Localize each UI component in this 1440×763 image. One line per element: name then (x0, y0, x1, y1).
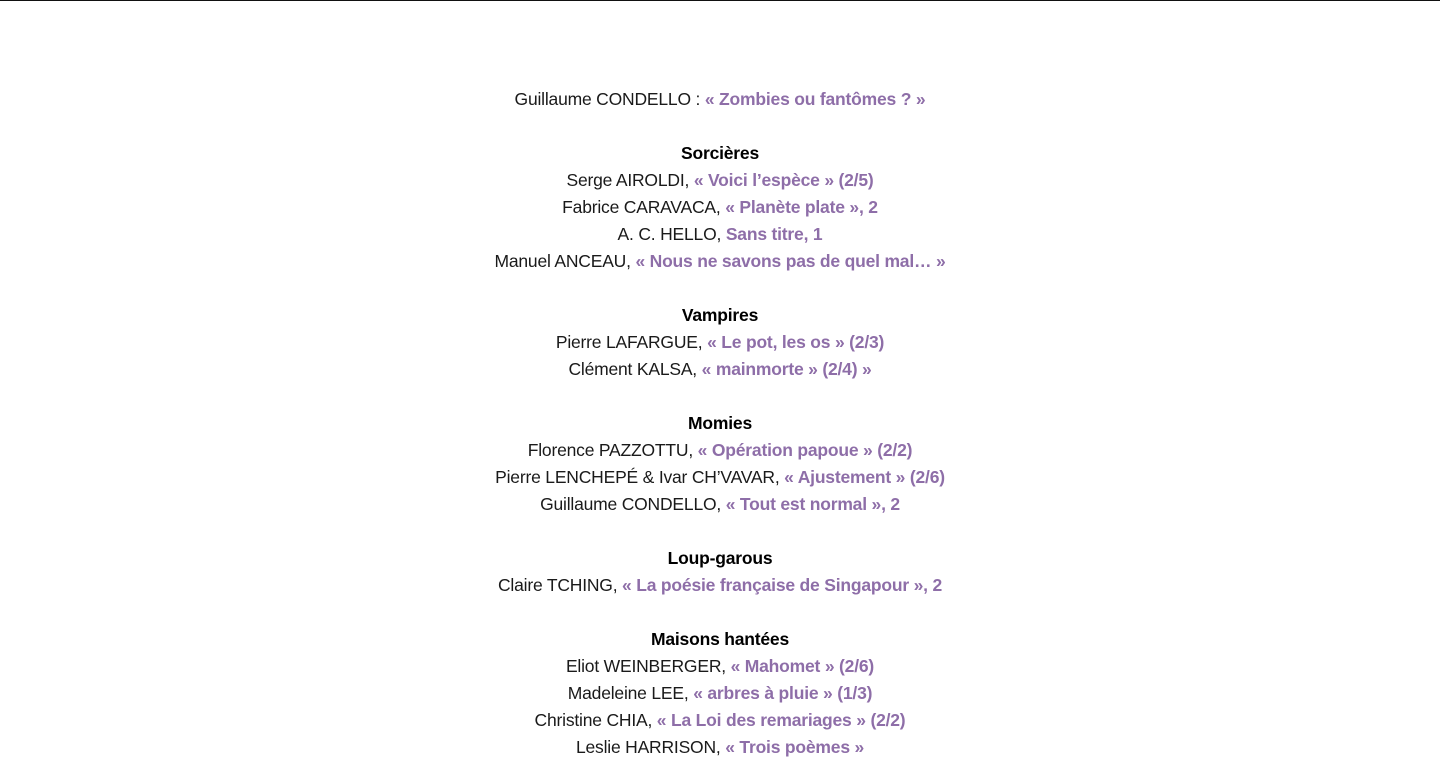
entry-author: Serge AIROLDI, (566, 170, 694, 190)
entry-author: Fabrice CARAVACA, (562, 197, 726, 217)
table-of-contents (0, 86, 1440, 761)
list-item (0, 653, 1440, 680)
entry-title-link[interactable]: « Zombies ou fantômes ? » (704, 89, 926, 109)
section-spacer (0, 518, 1440, 545)
entry-title-link[interactable]: « Le pot, les os » (2/3) (707, 332, 885, 352)
section-heading-maisons-hantees: Maisons hantées (650, 629, 790, 649)
list-item (0, 680, 1440, 707)
list-item (0, 491, 1440, 518)
entry-title-link[interactable]: Sans titre, 1 (725, 224, 823, 244)
top-divider (0, 0, 1440, 1)
entry-author: Guillaume CONDELLO, (540, 494, 726, 514)
entry-title-link[interactable]: « Ajustement » (2/6) (784, 467, 945, 487)
entry-author: Manuel ANCEAU, (494, 251, 636, 271)
section-spacer (0, 383, 1440, 410)
entry-author: Leslie HARRISON, (575, 737, 726, 757)
list-item (0, 572, 1440, 599)
entry-title-link[interactable]: « Opération papoue » (2/2) (697, 440, 913, 460)
entry-author: Clément KALSA, (568, 359, 702, 379)
entry-author: Madeleine LEE, (567, 683, 694, 703)
entry-author: Claire TCHING, (497, 575, 623, 595)
entry-title-link[interactable]: « Voici l’espèce » (2/5) (693, 170, 874, 190)
list-item (0, 167, 1440, 194)
entry-author: Christine CHIA, (534, 710, 657, 730)
section-spacer (0, 113, 1440, 140)
entry-title-link[interactable]: « arbres à pluie » (1/3) (693, 683, 873, 703)
entry-author: Pierre LAFARGUE, (555, 332, 708, 352)
entry-author: A. C. HELLO, (617, 224, 726, 244)
entry-author: Florence PAZZOTTU, (527, 440, 698, 460)
list-item (0, 464, 1440, 491)
entry-title-link[interactable]: « Tout est normal », 2 (725, 494, 900, 514)
intro-entry (0, 86, 1440, 113)
entry-author: Guillaume CONDELLO : (514, 89, 705, 109)
section-heading-vampires: Vampires (681, 305, 759, 325)
list-item (0, 707, 1440, 734)
list-item (0, 734, 1440, 761)
list-item (0, 356, 1440, 383)
list-item (0, 329, 1440, 356)
section-heading-loup-garous: Loup-garous (667, 548, 773, 568)
list-item (0, 437, 1440, 464)
entry-title-link[interactable]: « Planète plate », 2 (725, 197, 878, 217)
section-spacer (0, 599, 1440, 626)
list-item (0, 248, 1440, 275)
section-heading-momies: Momies (688, 413, 752, 433)
entry-title-link[interactable]: « Mahomet » (2/6) (730, 656, 875, 676)
entry-title-link[interactable]: « Trois poèmes » (725, 737, 865, 757)
section-spacer (0, 275, 1440, 302)
list-item (0, 221, 1440, 248)
entry-title-link[interactable]: « mainmorte » (2/4) » (701, 359, 872, 379)
section-heading-sorcieres: Sorcières (681, 143, 759, 163)
entry-title-link[interactable]: « La poésie française de Singapour », 2 (622, 575, 943, 595)
entry-author: Pierre LENCHEPÉ & Ivar CH’VAVAR, (495, 467, 785, 487)
entry-title-link[interactable]: « La Loi des remariages » (2/2) (656, 710, 906, 730)
entry-author: Eliot WEINBERGER, (565, 656, 731, 676)
entry-title-link[interactable]: « Nous ne savons pas de quel mal… » (635, 251, 946, 271)
list-item (0, 194, 1440, 221)
